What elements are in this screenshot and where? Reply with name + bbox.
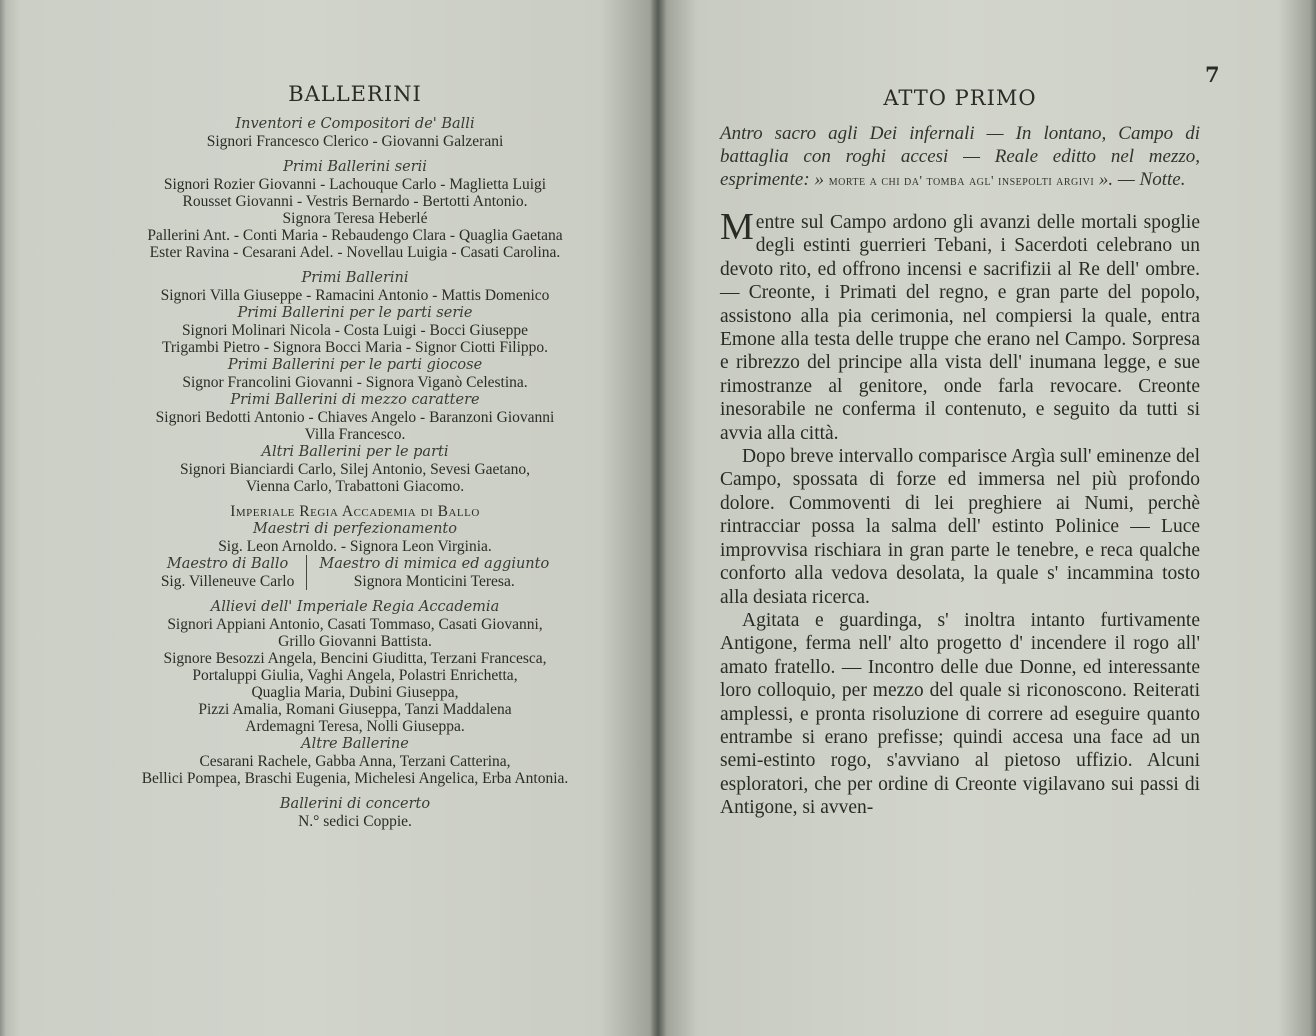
scene-text: Antro sacro agli Dei infernali — In lontano, Campo di battaglia con roghi accesi — Reale editto nel mezzo, esprimente: » [720,123,1200,190]
academy-title: Imperiale Regia Accademia di Ballo [230,503,480,520]
section-heading: Primi Ballerini [301,270,409,286]
academy-subheading: Maestri di perfezionamento [252,521,457,537]
cast-line: Villa Francesco. [304,426,406,443]
section-heading: Primi Ballerini serii [283,159,427,175]
column-heading: Maestro di mimica ed aggiunto [319,556,550,572]
concerto-section [60,795,650,830]
drop-cap: M [720,206,754,248]
right-column [307,555,561,590]
cast-section [60,304,650,356]
section-heading: Primi Ballerini di mezzo carattere [230,392,480,408]
section-heading: Inventori e Compositori de' Balli [235,116,475,132]
cast-line: Signori Villa Giuseppe - Ramacini Antonio - Mattis Domenico [160,287,550,304]
paragraph: Dopo breve intervallo comparisce Argìa sull' eminenze del Campo, spossata di forze ed immersa nel più profondo dolore. Commoventi di lei preghiere ai Numi, perchè rintracciar possa la salma dell' estinto Polinice — Luce improvvisa rischiara in gran parte le tenebre, e reca qualche conforto alla vedova desolata, la quale s' incammina tosto alla desiata ricerca. [720,446,1200,608]
academy-line: Sig. Leon Arnoldo. - Signora Leon Virginia. [218,538,492,555]
cast-line: Trigambi Pietro - Signora Bocci Maria - Signor Ciotti Filippo. [161,339,549,356]
cast-section [60,391,650,443]
cast-line: Signori Rozier Giovanni - Lachouque Carlo - Maglietta Luigi [163,176,547,193]
cast-line: Ardemagni Teresa, Nolli Giuseppa. [245,718,465,735]
left-column [149,555,308,590]
section-heading: Altri Ballerini per le parti [261,444,449,460]
cast-section [60,356,650,391]
cast-section [60,115,650,150]
cast-line: Rousset Giovanni - Vestris Bernardo - Bertotti Antonio. [182,193,528,210]
column-heading: Maestro di Ballo [166,556,289,572]
cast-line: Signor Francolini Giovanni - Signora Viganò Celestina. [182,374,528,391]
cast-line: Ester Ravina - Cesarani Adel. - Novellau Luigia - Casati Carolina. [149,244,561,261]
section-heading: Primi Ballerini per le parti serie [237,305,473,321]
cast-line: Signora Teresa Heberlé [282,210,428,227]
edict-text: morte a chi da' tomba agl' insepolti argivi [828,174,1095,189]
section-heading: Ballerini di concerto [279,796,431,812]
page-number: 7 [1205,62,1220,87]
cast-line: Bellici Pompea, Braschi Eugenia, Michelesi Angelica, Erba Antonia. [141,770,569,787]
paragraph [720,206,1200,445]
scene-description [720,122,1200,193]
cast-line: Vienna Carlo, Trabattoni Giacomo. [245,478,465,495]
cast-line: Signore Besozzi Angela, Bencini Giuditta, Terzani Francesca, [163,650,547,667]
section-heading: Allievi dell' Imperiale Regia Accademia [210,599,500,615]
two-column-block [60,555,650,590]
altre-section [60,735,650,787]
cast-line: N.° sedici Coppie. [298,813,412,830]
cast-line: Signori Bianciardi Carlo, Silej Antonio, Sevesi Gaetano, [180,461,530,478]
act-text [720,62,1200,820]
cast-list [60,82,650,830]
cast-line: Pizzi Amalia, Romani Giuseppa, Tanzi Maddalena [198,701,512,718]
cast-line: Signori Appiani Antonio, Casati Tommaso, Casati Giovanni, [167,616,543,633]
cast-line: Signori Molinari Nicola - Costa Luigi - Bocci Giuseppe [181,322,529,339]
left-page-title: BALLERINI [288,82,422,106]
section-heading: Altre Ballerine [301,736,409,752]
cast-line: Grillo Giovanni Battista. [278,633,432,650]
cast-line: Cesarani Rachele, Gabba Anna, Terzani Catterina, [199,753,511,770]
act-body [720,206,1200,820]
cast-section [60,269,650,304]
allievi-section [60,598,650,735]
cast-line: Pallerini Ant. - Conti Maria - Rebaudengo Clara - Quaglia Gaetana [147,227,563,244]
section-heading: Primi Ballerini per le parti giocose [227,357,483,373]
column-name: Sig. Villeneuve Carlo [160,573,295,590]
cast-line: Signori Bedotti Antonio - Chiaves Angelo - Baranzoni Giovanni [155,409,555,426]
cast-section [60,443,650,495]
cast-line: Signori Francesco Clerico - Giovanni Galzerani [206,133,504,150]
paragraph: Agitata e guardinga, s' inoltra intanto furtivamente Antigone, ferma nell' alto progetto d' incendere il rogo all' amato fratello. — Incontro delle due Donne, ed interessante loro colloquio, per mezzo del quale si riconoscono. Reiterati amplessi, e pronta risoluzione di correre ad eseguire quanto entrambe si erano prefisse; quindi accesa una face ad un semi-estinto rogo, s'avviano al pietoso uffizio. Alcuni esploratori, che per ordine di Creonte vigilavano sui passi di Antigone, si avven- [720,609,1200,819]
act-title: ATTO PRIMO [883,86,1037,110]
scene-text-end: ». — Notte. [1098,169,1186,190]
book-gutter [650,0,666,1036]
column-name: Signora Monticini Teresa. [353,573,515,590]
cast-line: Quaglia Maria, Dubini Giuseppa, [251,684,459,701]
cast-section [60,158,650,261]
cast-line: Portaluppi Giulia, Vaghi Angela, Polastri Enrichetta, [192,667,518,684]
paragraph-text: entre sul Campo ardono gli avanzi delle mortali spoglie degli estinti guerrieri Tebani, i Sacerdoti celebrano un devoto rito, ed offrono incensi e sacrifizii al Re dell' ombre. — Creonte, i Primati del regno, e gran parte del popolo, assistono alla pia cerimonia, nel compiersi la quale, entra Emone alla testa delle truppe che erano nel Campo. Sorpresa e ribrezzo del principe alla vista dell' inumana legge, e sue rimostranze al genitore, onde farla revocare. Creonte inesorabile ne conferma il contenuto, e seguito da tutti si avvia alla città. [720,212,1200,444]
